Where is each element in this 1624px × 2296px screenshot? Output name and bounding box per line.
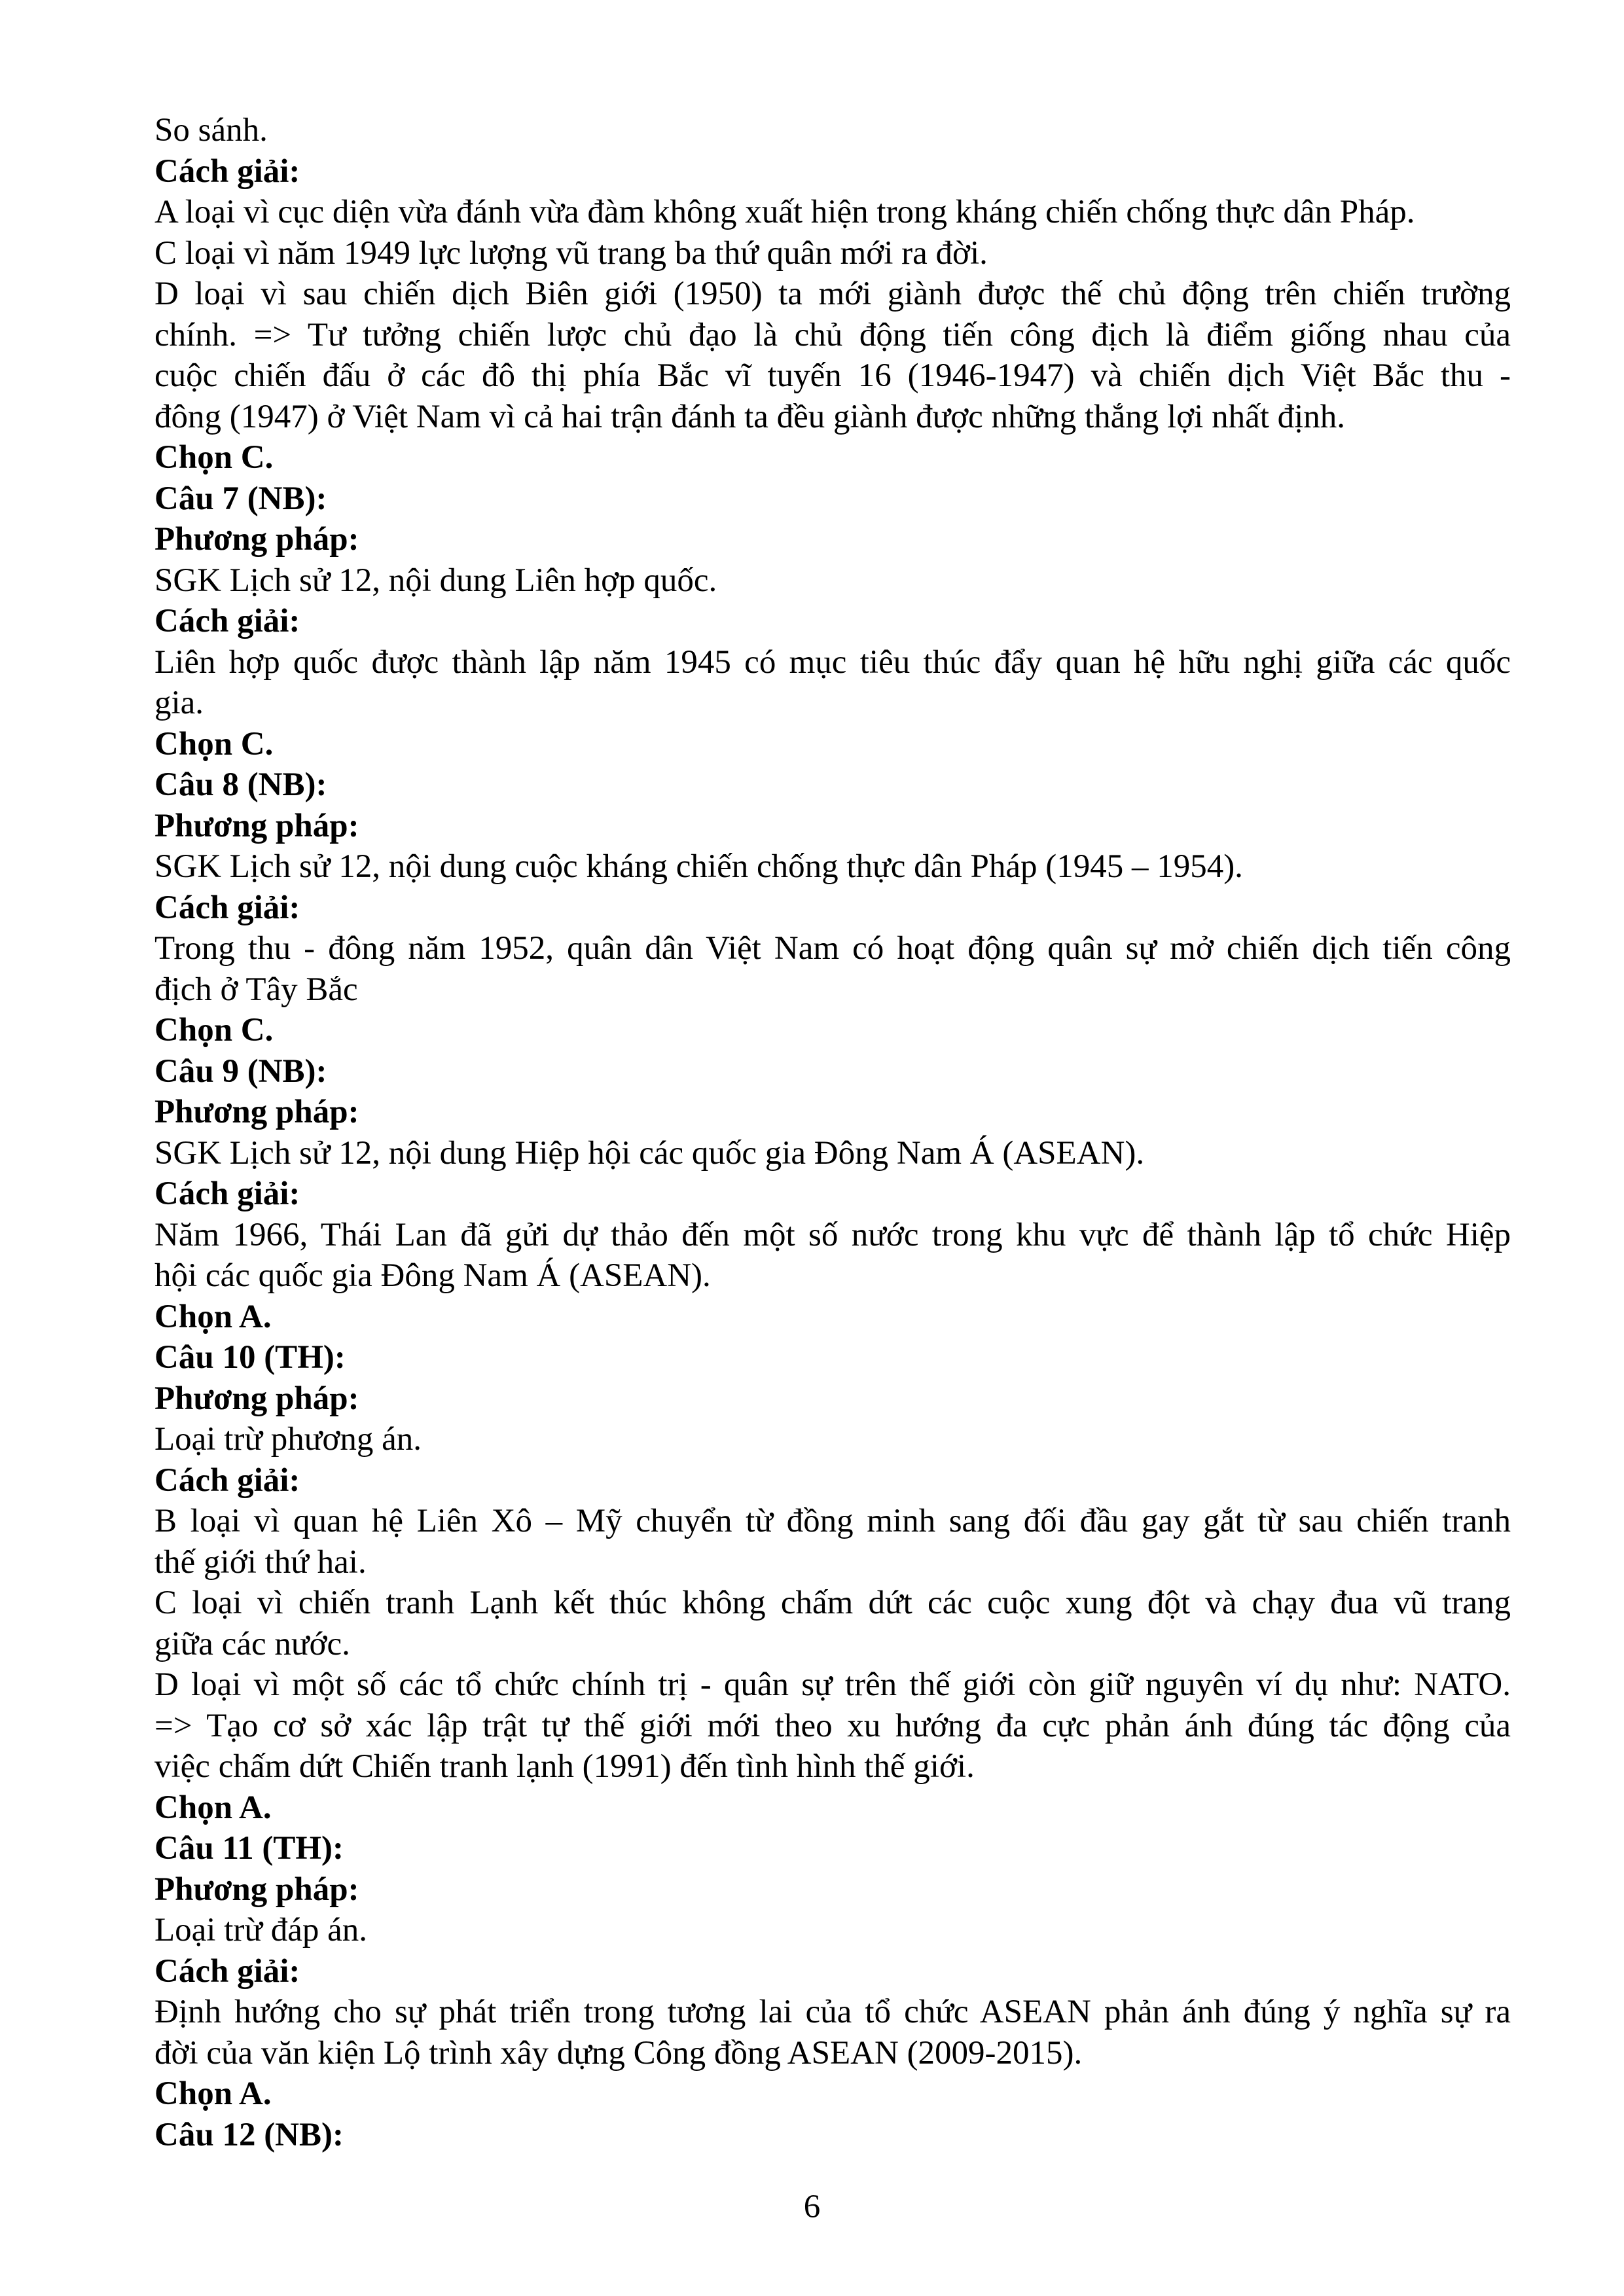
label-solution: Cách giải: (154, 1462, 300, 1499)
text-line: SGK Lịch sử 12, nội dung Liên hợp quốc. (154, 562, 717, 599)
answer-choice: Chọn C. (154, 725, 274, 762)
label-method: Phương pháp: (154, 1380, 359, 1417)
label-solution: Cách giải: (154, 1175, 300, 1212)
text-line: => Tạo cơ sở xác lập trật tự thế giới mới theo xu hướng đa cực phản ánh đúng tác động của (154, 1707, 1511, 1744)
question-heading: Câu 11 (TH): (154, 1830, 344, 1867)
text-line: gia. (154, 685, 204, 721)
question-heading: Câu 9 (NB): (154, 1052, 327, 1090)
answer-choice: Chọn A. (154, 2075, 272, 2112)
label-solution: Cách giải: (154, 889, 300, 926)
answer-choice: Chọn C. (154, 1012, 274, 1049)
text-line: đông (1947) ở Việt Nam vì cả hai trận đánh ta đều giành được những thắng lợi nhất định. (154, 398, 1346, 435)
label-solution: Cách giải: (154, 603, 300, 639)
text-line: đời của văn kiện Lộ trình xây dựng Công đồng ASEAN (2009-2015). (154, 2034, 1083, 2072)
text-line: Liên hợp quốc được thành lập năm 1945 có mục tiêu thúc đẩy quan hệ hữu nghị giữa các quốc (154, 643, 1511, 681)
text-line: Loại trừ đáp án. (154, 1912, 368, 1948)
question-heading: Câu 8 (NB): (154, 766, 327, 803)
text-line: SGK Lịch sử 12, nội dung cuộc kháng chiến chống thực dân Pháp (1945 – 1954). (154, 848, 1243, 885)
label-method: Phương pháp: (154, 1094, 359, 1130)
document-body (154, 110, 1511, 2155)
label-method: Phương pháp: (154, 521, 359, 558)
text-line: D loại vì một số các tổ chức chính trị - quân sự trên thế giới còn giữ nguyên ví dụ như: NATO. (154, 1666, 1511, 1703)
text-line: SGK Lịch sử 12, nội dung Hiệp hội các quốc gia Đông Nam Á (ASEAN). (154, 1134, 1145, 1172)
label-method: Phương pháp: (154, 1871, 359, 1908)
text-line: việc chấm dứt Chiến tranh lạnh (1991) đến tình hình thế giới. (154, 1748, 975, 1785)
question-heading: Câu 12 (NB): (154, 2116, 344, 2153)
text-line: Định hướng cho sự phát triển trong tương lai của tổ chức ASEAN phản ánh đúng ý nghĩa sự ra (154, 1994, 1511, 2030)
text-line: C loại vì năm 1949 lực lượng vũ trang ba thứ quân mới ra đời. (154, 234, 988, 272)
label-method: Phương pháp: (154, 807, 359, 844)
text-line: B loại vì quan hệ Liên Xô – Mỹ chuyển từ đồng minh sang đối đầu gay gắt từ sau chiến tranh (154, 1503, 1511, 1539)
page-number: 6 (803, 2189, 821, 2225)
text-line: A loại vì cục diện vừa đánh vừa đàm không xuất hiện trong kháng chiến chống thực dân Pháp. (154, 194, 1415, 230)
text-line: hội các quốc gia Đông Nam Á (ASEAN). (154, 1257, 711, 1294)
question-heading: Câu 10 (TH): (154, 1339, 346, 1376)
text-line: Loại trừ phương án. (154, 1421, 422, 1458)
answer-choice: Chọn A. (154, 1789, 272, 1826)
text-line: D loại vì sau chiến dịch Biên giới (1950) ta mới giành được thế chủ động trên chiến trường (154, 276, 1511, 312)
text-line: So sánh. (154, 112, 268, 149)
label-solution: Cách giải: (154, 1952, 300, 1990)
text-line: giữa các nước. (154, 1625, 350, 1662)
answer-choice: Chọn C. (154, 439, 274, 476)
label-solution: Cách giải: (154, 152, 300, 190)
text-line: C loại vì chiến tranh Lạnh kết thúc không chấm dứt các cuộc xung đột và chạy đua vũ trang (154, 1585, 1511, 1621)
answer-choice: Chọn A. (154, 1298, 272, 1335)
text-line: Trong thu - đông năm 1952, quân dân Việt Nam có hoạt động quân sự mở chiến dịch tiến công (154, 930, 1511, 967)
text-line: Năm 1966, Thái Lan đã gửi dự thảo đến một số nước trong khu vực để thành lập tổ chức Hiệp (154, 1216, 1511, 1253)
question-heading: Câu 7 (NB): (154, 480, 327, 517)
text-line: cuộc chiến đấu ở các đô thị phía Bắc vĩ tuyến 16 (1946-1947) và chiến dịch Việt Bắc thu - (154, 357, 1511, 394)
text-line: thế giới thứ hai. (154, 1543, 367, 1581)
text-line: địch ở Tây Bắc (154, 971, 358, 1008)
text-line: chính. => Tư tưởng chiến lược chủ đạo là chủ động tiến công địch là điểm giống nhau của (154, 316, 1511, 353)
